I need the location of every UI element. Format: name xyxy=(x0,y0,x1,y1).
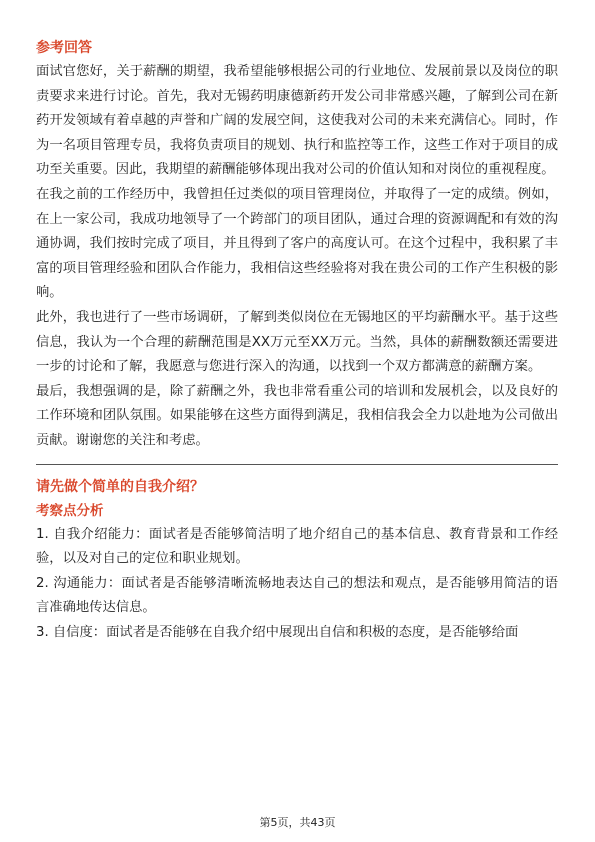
analysis-point-1: 1. 自我介绍能力：面试者是否能够简洁明了地介绍自己的基本信息、教育背景和工作经验，以及对自己的定位和职业规划。 xyxy=(36,526,558,567)
section-divider xyxy=(36,464,558,465)
page-content xyxy=(36,36,558,645)
analysis-heading: 考察点分析 xyxy=(36,502,104,519)
page-number-footer: 第5页，共43页 xyxy=(259,816,336,829)
answer-paragraph-3: 此外，我也进行了一些市场调研，了解到类似岗位在无锡地区的平均薪酬水平。基于这些信息，我认为一个合理的薪酬范围是XX万元至XX万元。当然，具体的薪酬数额还需要进一步的讨论和了解，我愿意与您进行深入的沟通，以找到一个双方都满意的薪酬方案。 xyxy=(36,309,558,375)
answer-paragraph-1: 面试官您好，关于薪酬的期望，我希望能够根据公司的行业地位、发展前景以及岗位的职责要求来进行讨论。首先，我对无锡药明康德新药开发公司非常感兴趣，了解到公司在新药开发领域有着卓越的声誉和广阔的发展空间，这使我对公司的未来充满信心。同时，作为一名项目管理专员，我将负责项目的规划、执行和监控等工作，这些工作对于项目的成功至关重要。因此，我期望的薪酬能够体现出我对公司的价值认知和对岗位的重视程度。 xyxy=(36,64,558,178)
answer-heading: 参考回答 xyxy=(36,40,92,56)
answer-paragraph-2: 在我之前的工作经历中，我曾担任过类似的项目管理岗位，并取得了一定的成绩。例如，在上一家公司，我成功地领导了一个跨部门的项目团队，通过合理的资源调配和有效的沟通协调，我们按时完成了项目，并且得到了客户的高度认可。在这个过程中，我积累了丰富的项目管理经验和团队合作能力，我相信这些经验将对我在贵公司的工作产生积极的影响。 xyxy=(36,186,558,301)
analysis-point-2: 2. 沟通能力：面试者是否能够清晰流畅地表达自己的想法和观点，是否能够用简洁的语言准确地传达信息。 xyxy=(36,575,558,616)
analysis-point-3: 3. 自信度：面试者是否能够在自我介绍中展现出自信和积极的态度，是否能够给面 xyxy=(36,624,519,640)
question-title: 请先做个简单的自我介绍？ xyxy=(36,478,204,495)
answer-paragraph-4: 最后，我想强调的是，除了薪酬之外，我也非常看重公司的培训和发展机会，以及良好的工作环境和团队氛围。如果能够在这些方面得到满足，我相信我会全力以赴地为公司做出贡献。谢谢您的关注和考虑。 xyxy=(36,383,558,448)
